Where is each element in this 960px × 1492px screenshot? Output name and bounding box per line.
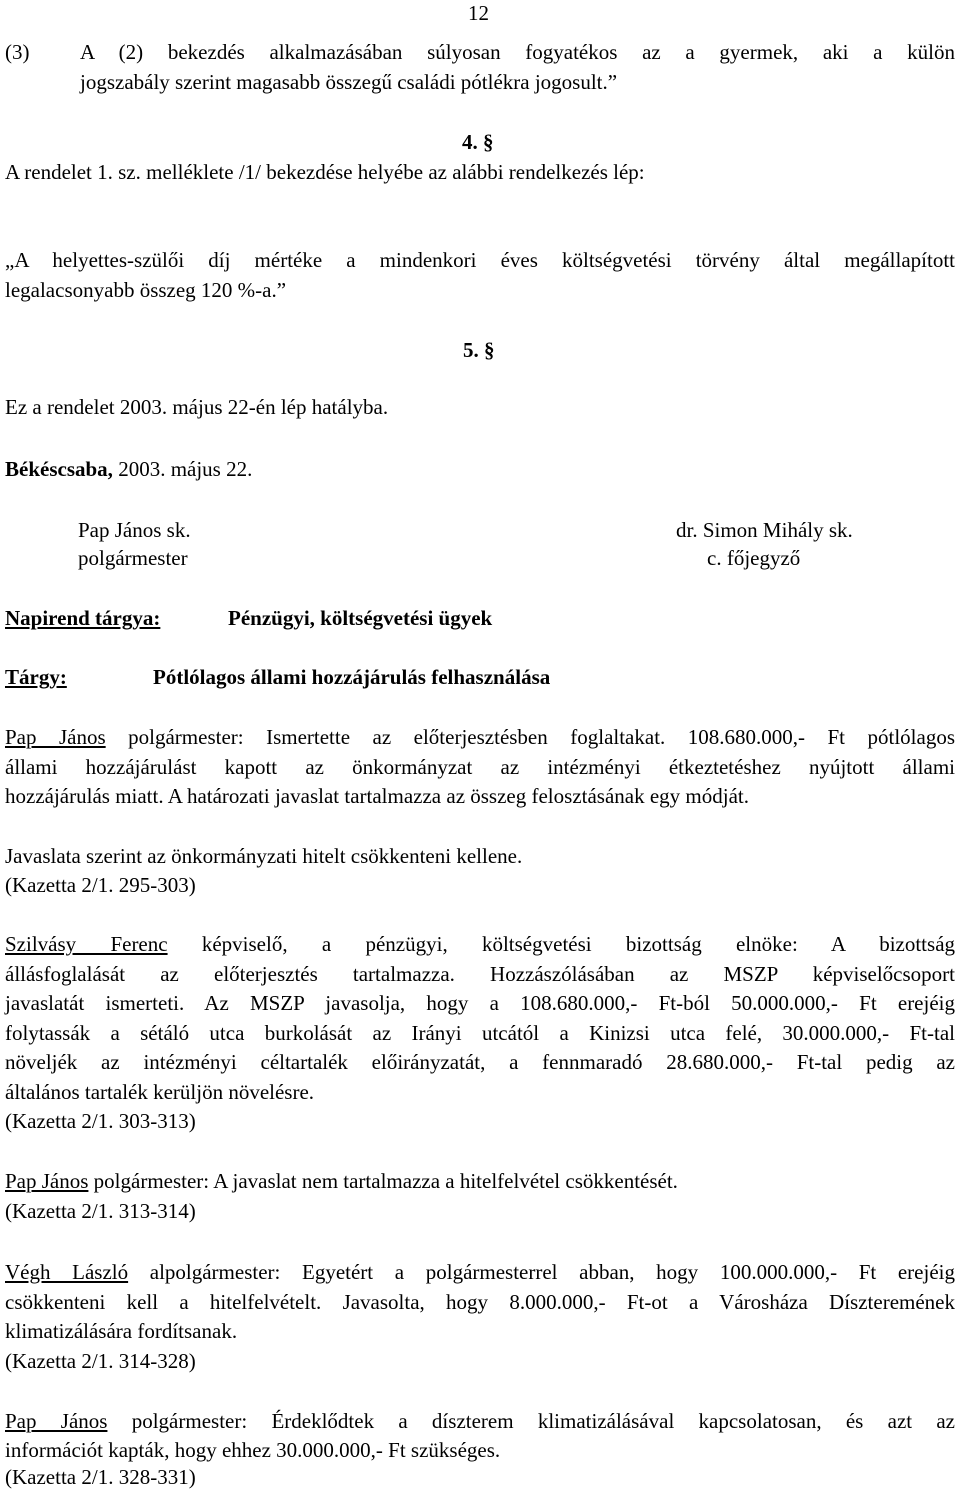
speaker-name: Szilvásy Ferenc (5, 932, 168, 956)
place: Békéscsaba, (5, 457, 113, 481)
paragraph-number: (3) (5, 40, 30, 64)
minutes-line: Szilvásy Ferenc képviselő, a pénzügyi, költségvetési bizottság elnöke: A bizottság (5, 932, 956, 956)
tape-reference: (Kazetta 2/1. 295-303) (5, 873, 196, 897)
tape-reference: (Kazetta 2/1. 303-313) (5, 1109, 196, 1133)
minutes-line: folytassák a sétáló utca burkolását az Irányi utcától a Kinizsi utca felé, 30.000.000,- Ft-tal (5, 1021, 955, 1045)
place-date (5, 455, 252, 483)
minutes-line: állami hozzájárulást kapott az önkormányzat az intézményi étkeztetéshez nyújtott állami (5, 755, 955, 779)
minutes-line: Javaslata szerint az önkormányzati hitelt csökkenteni kellene. (5, 844, 523, 868)
minutes-line: állásfoglalását az előterjesztés tartalmazza. Hozzászólásában az MSZP képviselőcsoport (5, 962, 955, 986)
amendment-quote-line: legalacsonyabb összeg 120 %-a.” (5, 278, 287, 302)
minutes-line: általános tartalék kerüljön növelésre. (5, 1080, 315, 1104)
minutes-line: Végh László alpolgármester: Egyetért a polgármesterrel abban, hogy 100.000.000,- Ft erejéig (5, 1260, 955, 1284)
signature-title-left: polgármester (78, 546, 188, 570)
minutes-line: Pap János polgármester: A javaslat nem tartalmazza a hitelfelvétel csökkentését. (5, 1169, 678, 1193)
subject-label: Tárgy: (5, 665, 67, 689)
signature-title-right: c. főjegyző (707, 546, 801, 570)
speaker-name: Pap János (5, 725, 106, 749)
tape-reference: (Kazetta 2/1. 328-331) (5, 1465, 196, 1489)
amendment-intro: A rendelet 1. sz. melléklete /1/ bekezdése helyébe az alábbi rendelkezés lép: (5, 160, 645, 184)
speaker-name: Pap János (5, 1169, 89, 1193)
speaker-name: Pap János (5, 1409, 108, 1433)
amendment-quote-line: „A helyettes-szülői díj mértéke a mindenkori éves költségvetési törvény által megállapított (5, 248, 955, 272)
minutes-line: csökkenteni kell a hitelfelvételt. Javasolta, hogy 8.000.000,- Ft-ot a Városháza Díszteremének (5, 1290, 955, 1314)
paragraph-text-line: jogszabály szerint magasabb összegű családi pótlékra jogosult.” (80, 70, 618, 94)
section-sign: § (484, 338, 495, 362)
date: 2003. május 22. (118, 457, 253, 481)
minutes-line: Pap János polgármester: Érdeklődtek a díszterem klimatizálásával kapcsolatosan, és azt az (5, 1409, 956, 1433)
minutes-line: javaslatát ismerteti. Az MSZP javasolja, hogy a 108.680.000,- Ft-ból 50.000.000,- Ft erejéig (5, 991, 955, 1015)
section-sign: § (483, 130, 494, 154)
minutes-line: hozzájárulás miatt. A határozati javaslat tartalmazza az összeg felosztásának egy módját. (5, 784, 750, 808)
agenda-label: Napirend tárgya: (5, 606, 161, 630)
paragraph-text-line: A (2) bekezdés alkalmazásában súlyosan fogyatékos az a gyermek, aki a külön (80, 40, 955, 64)
tape-reference: (Kazetta 2/1. 314-328) (5, 1349, 196, 1373)
subject-value: Pótlólagos állami hozzájárulás felhasználása (153, 665, 551, 689)
minutes-line: információt kapták, hogy ehhez 30.000.000,- Ft szükséges. (5, 1438, 501, 1462)
minutes-line: növeljék az intézményi céltartalék előirányzatát, a fennmaradó 28.680.000,- Ft-tal pedig az (5, 1050, 955, 1074)
signature-name-left: Pap János sk. (78, 518, 191, 542)
speaker-name: Végh László (5, 1260, 129, 1284)
signature-name-right: dr. Simon Mihály sk. (676, 518, 853, 542)
section-heading: 4. § (462, 130, 494, 154)
minutes-line: klimatizálására fordítsanak. (5, 1319, 238, 1343)
page-number: 12 (468, 1, 489, 25)
minutes-line: Pap János polgármester: Ismertette az előterjesztésben foglaltakat. 108.680.000,- Ft pótlólagos (5, 725, 955, 749)
agenda-value: Pénzügyi, költségvetési ügyek (228, 606, 493, 630)
effective-date-text: Ez a rendelet 2003. május 22-én lép hatályba. (5, 395, 389, 419)
section-heading: 5. § (463, 338, 495, 362)
tape-reference: (Kazetta 2/1. 313-314) (5, 1199, 196, 1223)
